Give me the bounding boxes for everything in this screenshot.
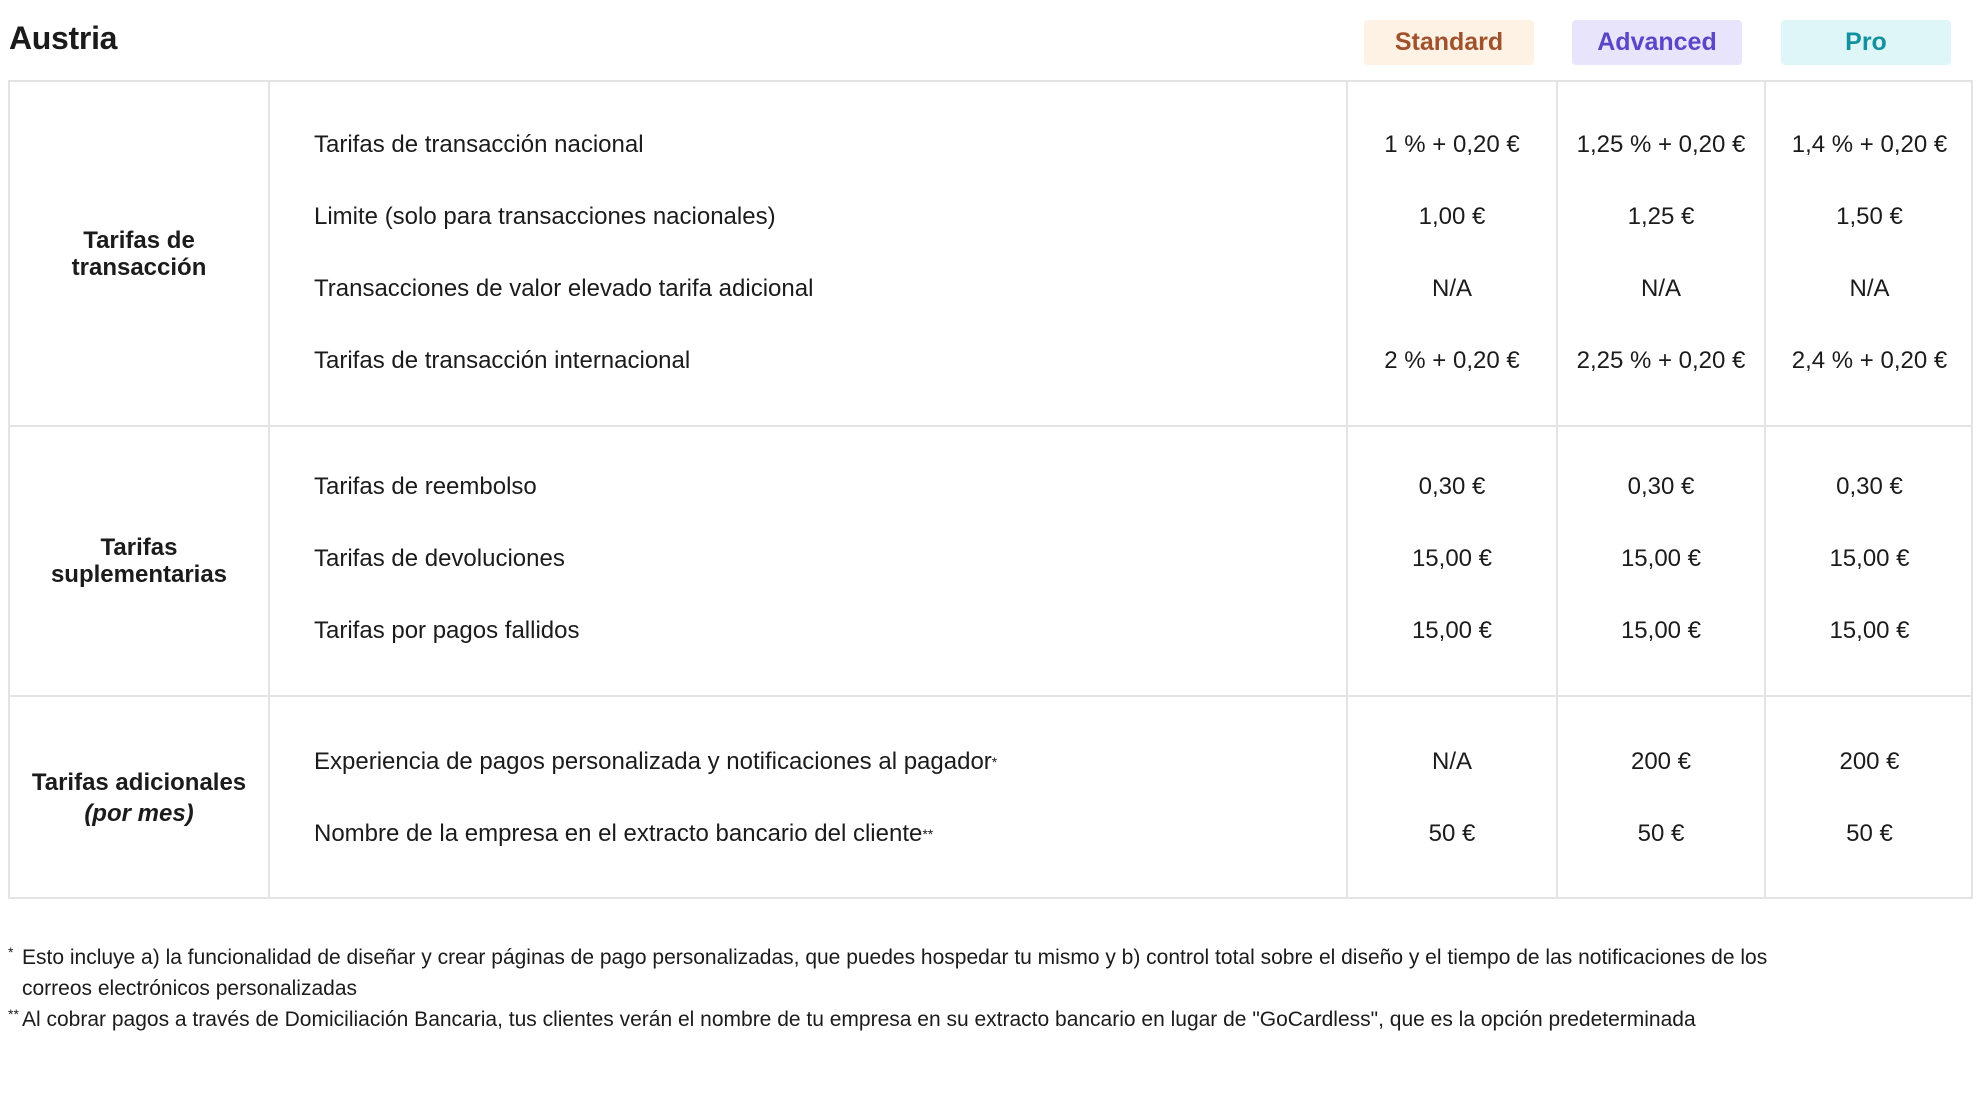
table-row [10, 469, 1971, 505]
fee-value-standard: 50 € [1428, 820, 1476, 847]
fee-value-pro: 15,00 € [1829, 617, 1910, 644]
fee-name [314, 816, 933, 852]
fee-value-advanced: 15,00 € [1620, 545, 1702, 572]
fee-value-advanced: 0,30 € [1627, 473, 1695, 500]
fee-name [314, 744, 997, 780]
fee-value-standard: 0,30 € [1418, 473, 1486, 500]
fee-value-pro: 2,4 % + 0,20 € [1791, 347, 1948, 374]
fee-value-advanced: 1,25 € [1627, 203, 1695, 230]
fee-value-standard: 2 % + 0,20 € [1384, 347, 1520, 374]
section-label-text: Tarifas adicionales [31, 769, 247, 796]
footnote-mark: ** [922, 826, 934, 842]
fee-value-pro: 1,50 € [1836, 203, 1903, 230]
section-label-additional-fees [10, 697, 268, 899]
footnote-text: Al cobrar pagos a través de Domiciliación Bancaria, tus clientes verán el nombre de tu empresa en su extracto bancario en lugar de "GoCardless", que es la opción predeterminada [22, 1008, 1696, 1031]
footnote-mark: ** [8, 1006, 19, 1022]
table-row [10, 744, 1971, 780]
fee-value-advanced: 1,25 % + 0,20 € [1576, 131, 1746, 158]
fee-name: Limite (solo para transacciones nacionales) [314, 203, 776, 230]
fee-name-text: Experiencia de pagos personalizada y notificaciones al pagador [314, 748, 992, 775]
country-title: Austria [9, 20, 118, 56]
footnotes [8, 942, 1808, 1035]
fee-name: Tarifas de transacción nacional [314, 131, 644, 158]
footnote-text: Esto incluye a) la funcionalidad de diseñar y crear páginas de pago personalizadas, que puedes hospedar tu mismo y b) control total sobre el diseño y el tiempo de las notificaciones de los correos electrónicos personalizadas [22, 946, 1768, 1000]
fee-value-pro: 0,30 € [1836, 473, 1903, 500]
table-row [10, 271, 1971, 307]
fee-value-advanced: 200 € [1630, 748, 1692, 775]
fee-value-standard: 15,00 € [1411, 617, 1493, 644]
table-row [10, 127, 1971, 163]
footnote-mark: * [8, 944, 14, 960]
fee-value-advanced: 2,25 % + 0,20 € [1576, 347, 1746, 374]
fee-name: Transacciones de valor elevado tarifa adicional [314, 275, 814, 302]
section-label-text: Tarifas de transacción [71, 226, 207, 281]
footnote-1 [8, 942, 1808, 1004]
fee-value-pro: 50 € [1846, 820, 1893, 847]
plan-badge-pro: Pro [1781, 20, 1951, 65]
section-sublabel: (por mes) [84, 800, 194, 827]
fee-value-pro: N/A [1849, 275, 1890, 302]
fee-value-advanced: 15,00 € [1620, 617, 1702, 644]
fee-value-standard: 1,00 € [1418, 203, 1486, 230]
footnote-2 [8, 1004, 1808, 1035]
fee-value-pro: 200 € [1839, 748, 1900, 775]
fee-value-advanced: 50 € [1637, 820, 1685, 847]
fee-value-pro: 1,4 % + 0,20 € [1791, 131, 1948, 158]
fee-name: Tarifas de transacción internacional [314, 347, 691, 374]
fee-value-pro: 15,00 € [1829, 545, 1910, 572]
section-label-text: Tarifas suplementarias [50, 534, 228, 588]
fee-name: Tarifas por pagos fallidos [314, 617, 580, 644]
fee-name: Tarifas de devoluciones [314, 545, 565, 572]
table-row [10, 541, 1971, 577]
fee-name-text: Nombre de la empresa en el extracto bancario del cliente [314, 820, 923, 847]
table-row [10, 816, 1971, 852]
table-divider [10, 425, 1971, 427]
table-row [10, 343, 1971, 379]
fee-value-standard: 1 % + 0,20 € [1384, 131, 1520, 158]
plan-badge-standard: Standard [1364, 20, 1534, 65]
fee-value-advanced: N/A [1640, 275, 1681, 302]
fee-value-standard: N/A [1431, 275, 1472, 302]
footnote-mark: * [991, 754, 998, 770]
fees-table [8, 80, 1973, 899]
fee-value-standard: N/A [1431, 748, 1472, 775]
plan-badge-advanced: Advanced [1572, 20, 1742, 65]
table-row [10, 199, 1971, 235]
table-divider [10, 695, 1971, 697]
fee-value-standard: 15,00 € [1411, 545, 1493, 572]
fee-name: Tarifas de reembolso [314, 473, 537, 500]
table-row [10, 613, 1971, 649]
